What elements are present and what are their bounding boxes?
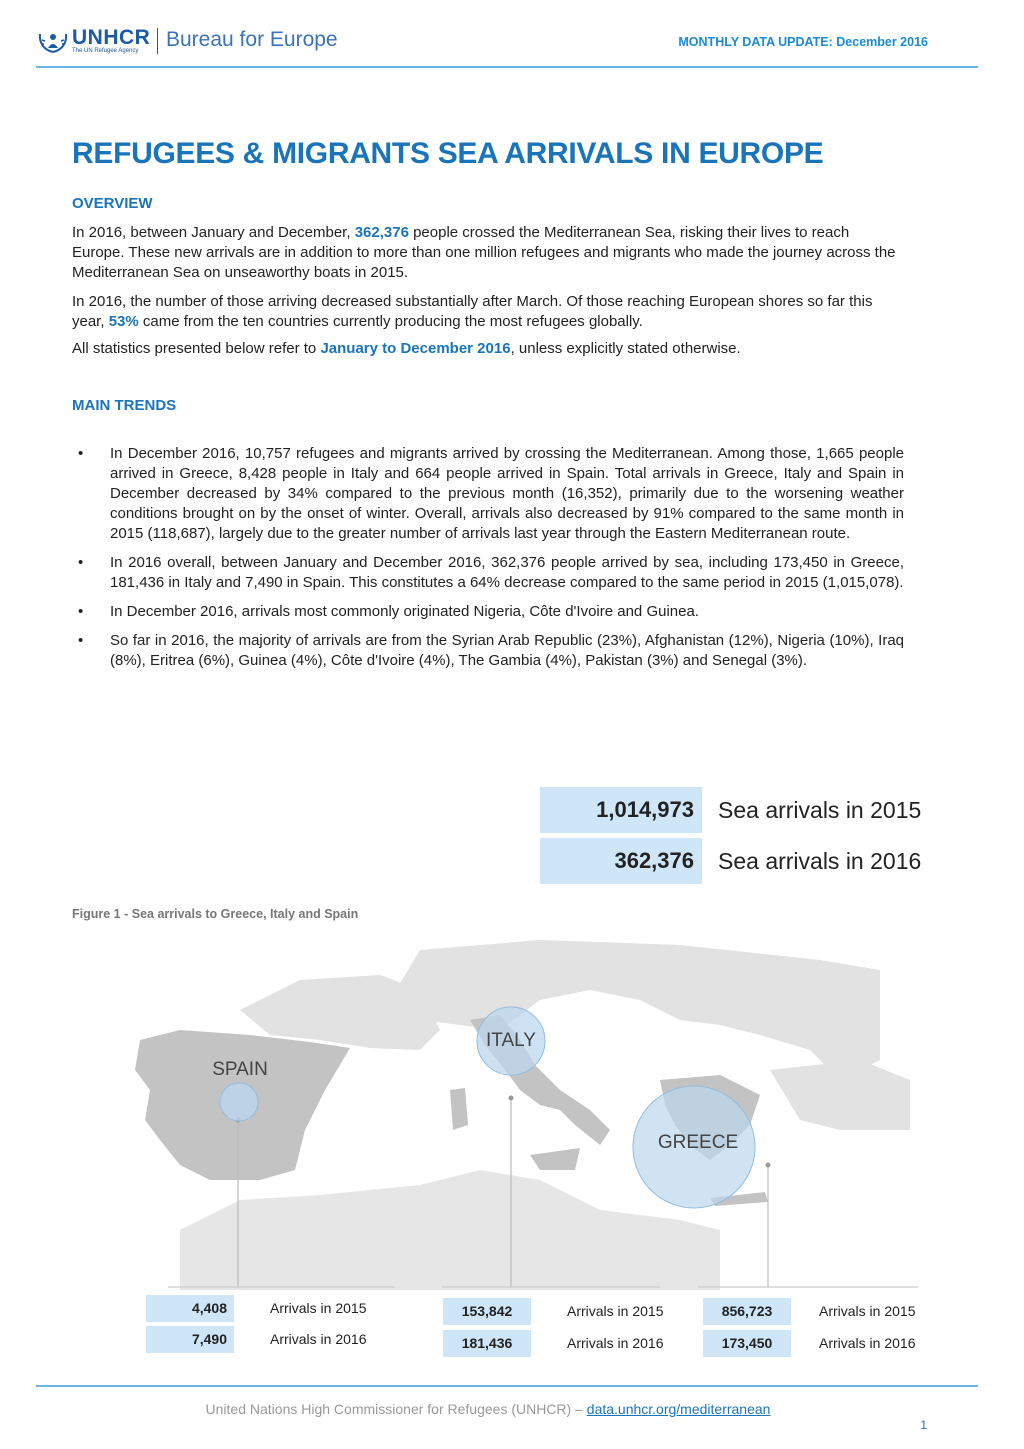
- map-land-sicily: [530, 1148, 580, 1170]
- map-land-turkey: [770, 1060, 910, 1130]
- bureau-name: Bureau for Europe: [166, 28, 338, 51]
- map-label-greece: GREECE: [657, 1132, 739, 1153]
- list-item: • In 2016 overall, between January and December 2016, 362,376 people arrived by sea, including 173,450 in Greece, 181,436 in Italy and 7,490 in Spain. This constitutes a 64% decrease compared to the same period in 2015 (1,015,078).: [72, 553, 904, 593]
- main-trends-list: [72, 444, 904, 680]
- footer: [0, 1401, 976, 1417]
- overview-heading: OVERVIEW: [72, 195, 153, 212]
- overview-text: came from the ten countries currently producing the most refugees globally.: [138, 313, 643, 330]
- overview-text: In 2016, the number of those arriving decreased substantially after March. Of those reaching European shores so far this year,: [72, 293, 873, 330]
- footer-link[interactable]: data.unhcr.org/mediterranean: [586, 1401, 771, 1417]
- overview-paragraph-2: [72, 292, 904, 332]
- map-label-italy: ITALY: [486, 1030, 536, 1051]
- map-land-sardinia: [450, 1088, 468, 1130]
- footer-text: United Nations High Commissioner for Refugees (UNHCR) –: [205, 1401, 587, 1417]
- overview-text: people crossed the Mediterranean Sea, risking their lives to reach Europe. These new arrivals are in addition to more than one million refugees and migrants who made the journey across the Mediterranean Sea on unseaworthy boats in 2015.: [72, 224, 896, 281]
- unhcr-logo-icon: [36, 28, 70, 54]
- greece-label-2016: Arrivals in 2016: [819, 1335, 916, 1351]
- greece-leader-dot: [766, 1163, 771, 1168]
- main-trends-heading: MAIN TRENDS: [72, 397, 177, 414]
- page-number: 1: [920, 1418, 927, 1432]
- italy-value-2015: 153,842: [443, 1298, 531, 1325]
- overview-text: , unless explicitly stated otherwise.: [510, 340, 741, 357]
- monthly-update-label: MONTHLY DATA UPDATE: December 2016: [678, 35, 928, 49]
- italy-value-2016: 181,436: [443, 1330, 531, 1357]
- greece-value-2015: 856,723: [703, 1298, 791, 1325]
- logo-subtext: The UN Refugee Agency: [72, 48, 139, 54]
- list-item: • So far in 2016, the majority of arrivals are from the Syrian Arab Republic (23%), Afghanistan (12%), Nigeria (10%), Iraq (8%), Eritrea (6%), Guinea (4%), Côte d'Ivoire (4%), The Gambia (4%), Pakistan (3%) and Senegal (3%).: [72, 631, 904, 671]
- map-land-africa: [180, 1170, 720, 1290]
- greece-value-2016: 173,450: [703, 1330, 791, 1357]
- list-item: • In December 2016, 10,757 refugees and migrants arrived by crossing the Mediterranean. Among those, 1,665 people arrived in Greece, 8,428 people in Italy and 664 people arrived in Spain. Total arrivals in Greece, Italy and Spain in December decreased by 34% compared to the previous month (16,352), primarily due to the worsening weather conditions brought on by the onset of winter. Overall, arrivals also decreased by 91% compared to the same month in 2015 (118,687), largely due to the greater number of arrivals last year through the Eastern Mediterranean route.: [72, 444, 904, 544]
- footer-rule: [36, 1385, 978, 1387]
- figure-caption: Figure 1 - Sea arrivals to Greece, Italy and Spain: [72, 907, 359, 921]
- spain-value-2016: 7,490: [146, 1326, 234, 1353]
- overview-text: In 2016, between January and December,: [72, 224, 355, 241]
- overview-paragraph-1: [72, 223, 904, 283]
- spain-bubble: [220, 1083, 258, 1121]
- logo-text: UNHCR: [72, 26, 151, 49]
- italy-leader-dot: [509, 1096, 514, 1101]
- overview-percent: 53%: [108, 313, 139, 330]
- header-rule: [36, 66, 978, 68]
- greece-label-2015: Arrivals in 2015: [819, 1303, 916, 1319]
- overview-total-number: 362,376: [354, 224, 409, 241]
- summary-label-2015: Sea arrivals in 2015: [718, 797, 922, 823]
- spain-label-2016: Arrivals in 2016: [270, 1331, 367, 1347]
- list-item: • In December 2016, arrivals most commonly originated Nigeria, Côte d'Ivoire and Guinea.: [72, 602, 904, 622]
- europe-map: [120, 930, 920, 1300]
- italy-label-2016: Arrivals in 2016: [567, 1335, 664, 1351]
- logo-divider: [157, 28, 158, 54]
- summary-label-2016: Sea arrivals in 2016: [718, 848, 922, 874]
- map-label-spain: SPAIN: [212, 1059, 268, 1080]
- summary-value-2016: 362,376: [540, 838, 702, 884]
- spain-label-2015: Arrivals in 2015: [270, 1300, 367, 1316]
- overview-text: All statistics presented below refer to: [72, 340, 321, 357]
- overview-paragraph-3: [72, 339, 904, 359]
- summary-value-2015: 1,014,973: [540, 787, 702, 833]
- overview-period: January to December 2016: [320, 340, 511, 357]
- map-land-europe: [390, 940, 880, 1080]
- spain-value-2015: 4,408: [146, 1295, 234, 1322]
- italy-label-2015: Arrivals in 2015: [567, 1303, 664, 1319]
- page-title: REFUGEES & MIGRANTS SEA ARRIVALS IN EUROPE: [72, 137, 824, 170]
